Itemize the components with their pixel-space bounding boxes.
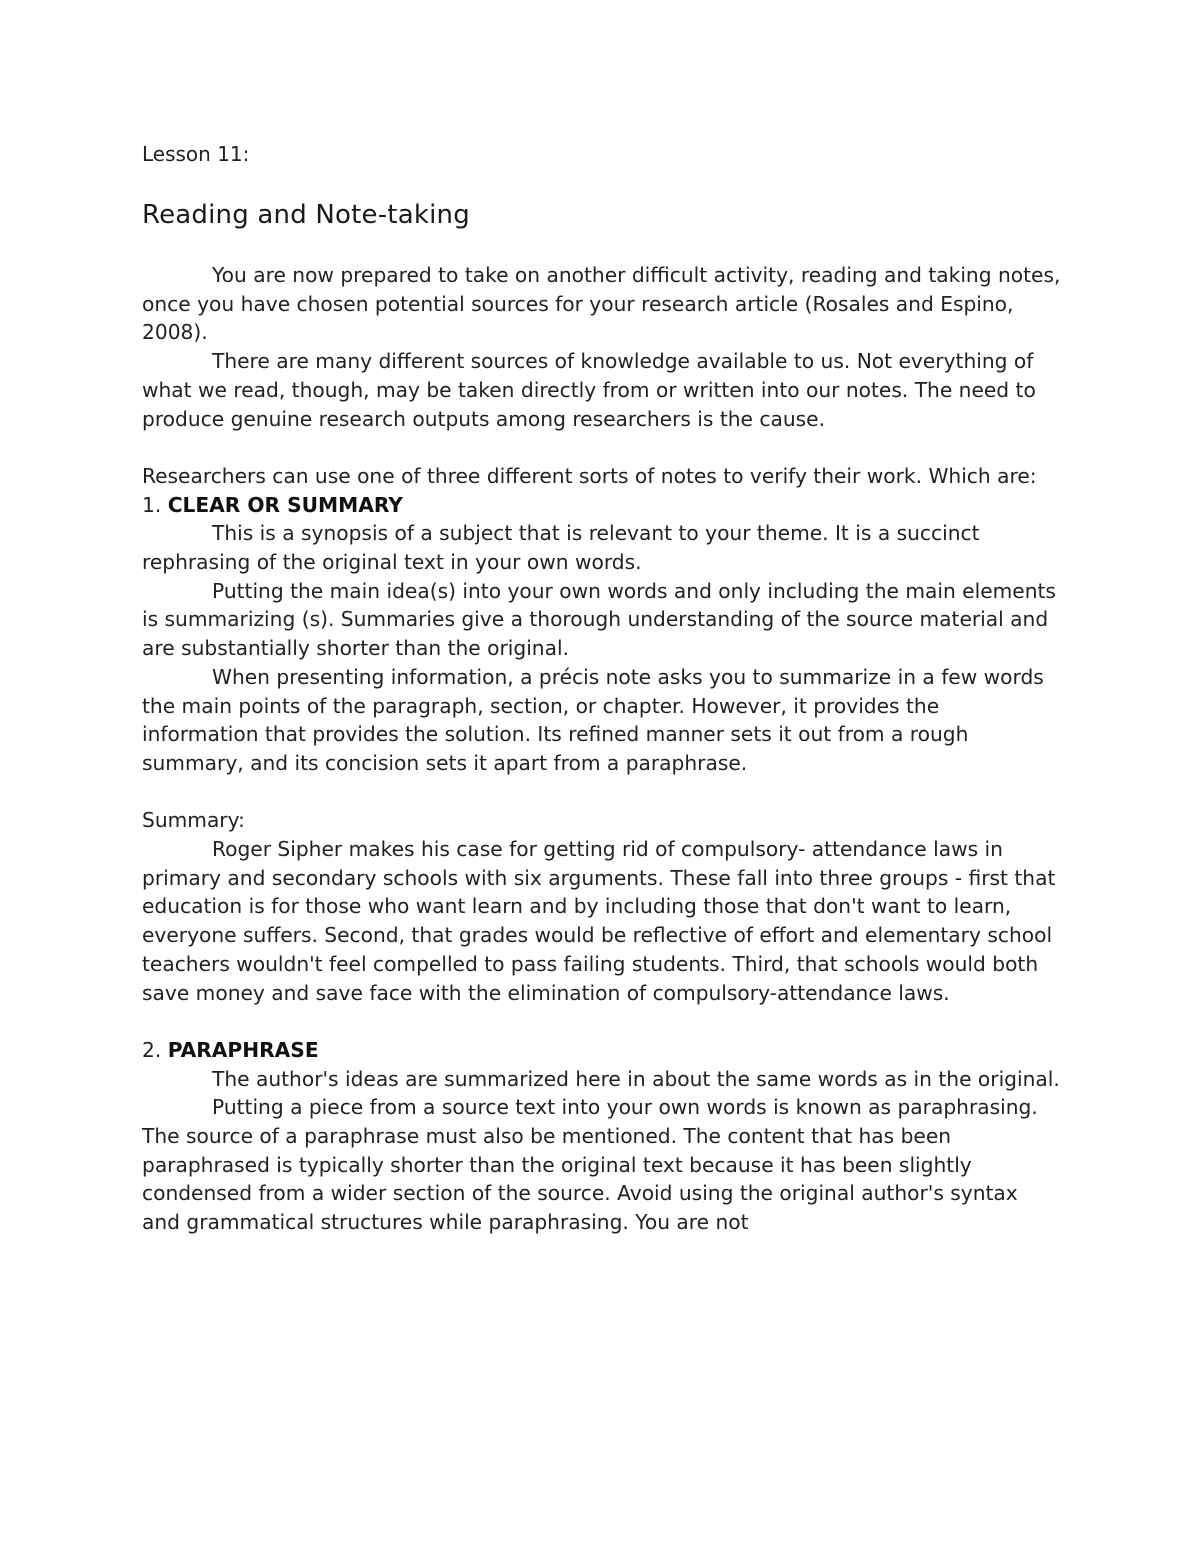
intro-paragraph-2: There are many different sources of knowledge available to us. Not everything of what we read, though, may be taken directly from or written into our notes. The need to produce genuine research outputs among researchers is the cause.: [142, 349, 1036, 431]
section-1-paragraph-1: This is a synopsis of a subject that is relevant to your theme. It is a succinct rephrasing of the original text in your own words.: [142, 521, 980, 575]
spacer: [142, 1007, 1062, 1036]
spacer: [142, 433, 1062, 462]
section-2-paragraph-2: Putting a piece from a source text into your own words is known as paraphrasing. The source of a paraphrase must also be mentioned. The content that has been paraphrased is typically shorter than the original text because it has been slightly condensed from a wider section of the source. Avoid using the original author's syntax and grammatical structures while paraphrasing. You are not: [142, 1095, 1038, 1235]
section-1-paragraph-2: Putting the main idea(s) into your own words and only including the main elements is summarizing (s). Summaries give a thorough understanding of the source material and are substantially shorter than the original.: [142, 578, 1056, 661]
section-1-title: CLEAR OR SUMMARY: [167, 492, 403, 517]
section-1-number: 1.: [142, 492, 162, 517]
spacer: [142, 778, 1062, 807]
page-title: Reading and Note-taking: [142, 200, 470, 230]
section-1-heading: [142, 491, 1062, 520]
summary-label: Summary:: [142, 808, 245, 833]
section-2-number: 2.: [142, 1037, 162, 1062]
section-2-paragraph-1: The author's ideas are summarized here in about the same words as in the original.: [212, 1066, 1060, 1091]
section-2-heading: [142, 1036, 1062, 1065]
intro-paragraph-1: You are now prepared to take on another difficult activity, reading and taking notes, once you have chosen potential sources for your research article (Rosales and Espino, 2008).: [142, 263, 1061, 345]
section-2-title: PARAPHRASE: [167, 1037, 319, 1062]
summary-text: Roger Sipher makes his case for getting rid of compulsory- attendance laws in primary and secondary schools with six arguments. These fall into three groups - first that education is for those who want learn and by including those that don't want to learn, everyone suffers. Second, that grades would be reflective of effort and elementary school teachers wouldn't feel compelled to pass failing students. Third, that schools would both save money and save face with the elimination of compulsory-attendance laws.: [142, 837, 1056, 1005]
types-intro: Researchers can use one of three different sorts of notes to verify their work. Which are:: [142, 463, 1037, 488]
document-body: [142, 261, 1062, 1237]
section-1-paragraph-3: When presenting information, a précis note asks you to summarize in a few words the main points of the paragraph, section, or chapter. However, it provides the information that provides the solution. Its refined manner sets it out from a rough summary, and its concision sets it apart from a paraphrase.: [142, 664, 1044, 775]
lesson-label: Lesson 11:: [142, 142, 250, 166]
